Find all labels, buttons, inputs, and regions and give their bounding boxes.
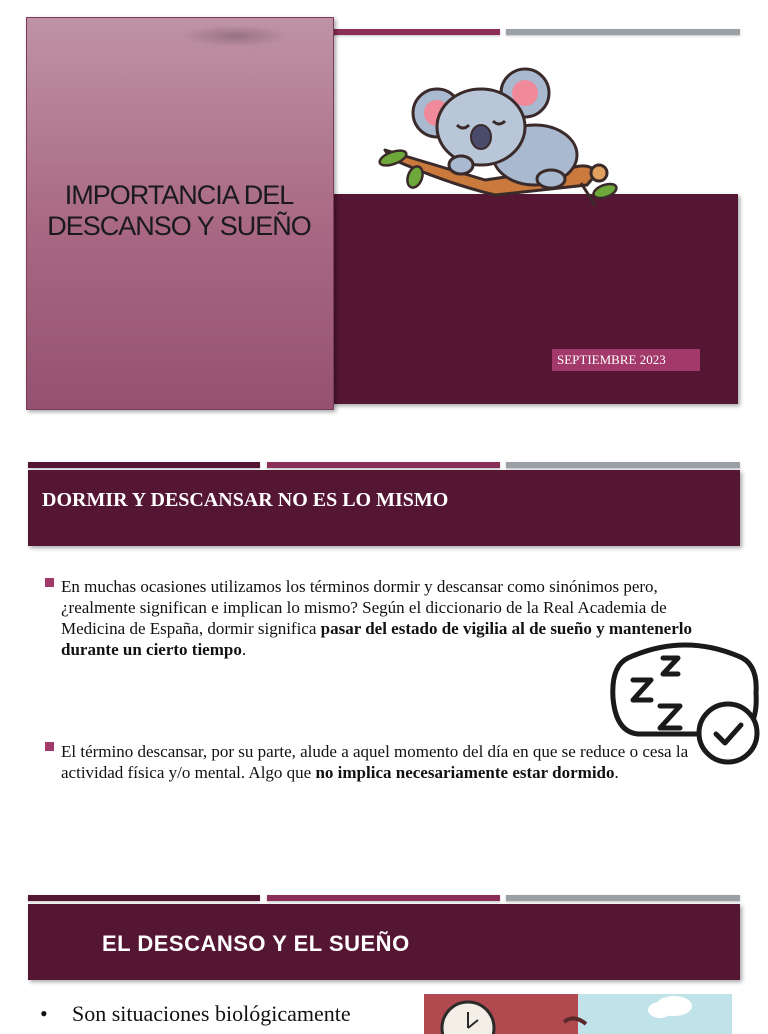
accent-bar-dark	[28, 462, 260, 468]
section-heading: DORMIR Y DESCANSAR NO ES LO MISMO	[42, 489, 449, 511]
slide-1	[0, 0, 768, 420]
accent-bar-gray	[506, 895, 740, 901]
slide-title	[40, 180, 318, 242]
paragraph-dormir-text: En muchas ocasiones utilizamos los términos dormir y descansar como sinónimos pero, ¿realmente significan e implican lo mismo? Según el diccionario de la Real Academia de Medicina de España, dormir significa	[61, 577, 667, 638]
accent-bar-gray	[506, 462, 740, 468]
title-dark-panel	[332, 194, 738, 404]
sleeping-koala-icon	[375, 55, 620, 210]
paragraph-descansar-end: .	[614, 763, 619, 782]
bullet-text: Son situaciones biológicamente	[72, 1001, 351, 1026]
bullet-marker	[45, 578, 54, 587]
clock-illustration-image	[424, 994, 732, 1034]
zzz-clock-icon	[608, 638, 763, 766]
accent-bar-plum	[267, 895, 500, 901]
bullet-item	[40, 1001, 420, 1027]
slide-title-line-2: DESCANSO Y SUEÑO	[47, 211, 311, 241]
section-heading: EL DESCANSO Y EL SUEÑO	[102, 931, 410, 956]
accent-bar-plum	[267, 462, 500, 468]
date-label: SEPTIEMBRE 2023	[552, 349, 700, 371]
paragraph-dormir-end: .	[241, 640, 247, 659]
accent-bar-gray	[506, 29, 740, 35]
bullet-dot: •	[40, 1001, 48, 1026]
accent-bar-dark	[28, 895, 260, 901]
bullet-marker	[45, 742, 54, 751]
paragraph-descansar-bold: no implica necesariamente estar dormido	[315, 763, 615, 782]
slide-title-line-1: IMPORTANCIA DEL	[64, 180, 294, 210]
paragraph-dormir-bold: pasar del estado de vigilia al de sueño y mantenerlo durante un cierto tiempo	[61, 619, 692, 659]
title-panel-shadow	[180, 25, 290, 47]
paragraph-descansar-text: El término descansar, por su parte, alude a aquel momento del día en que se reduce o cesa la actividad física y/o mental. Algo que	[61, 742, 689, 782]
